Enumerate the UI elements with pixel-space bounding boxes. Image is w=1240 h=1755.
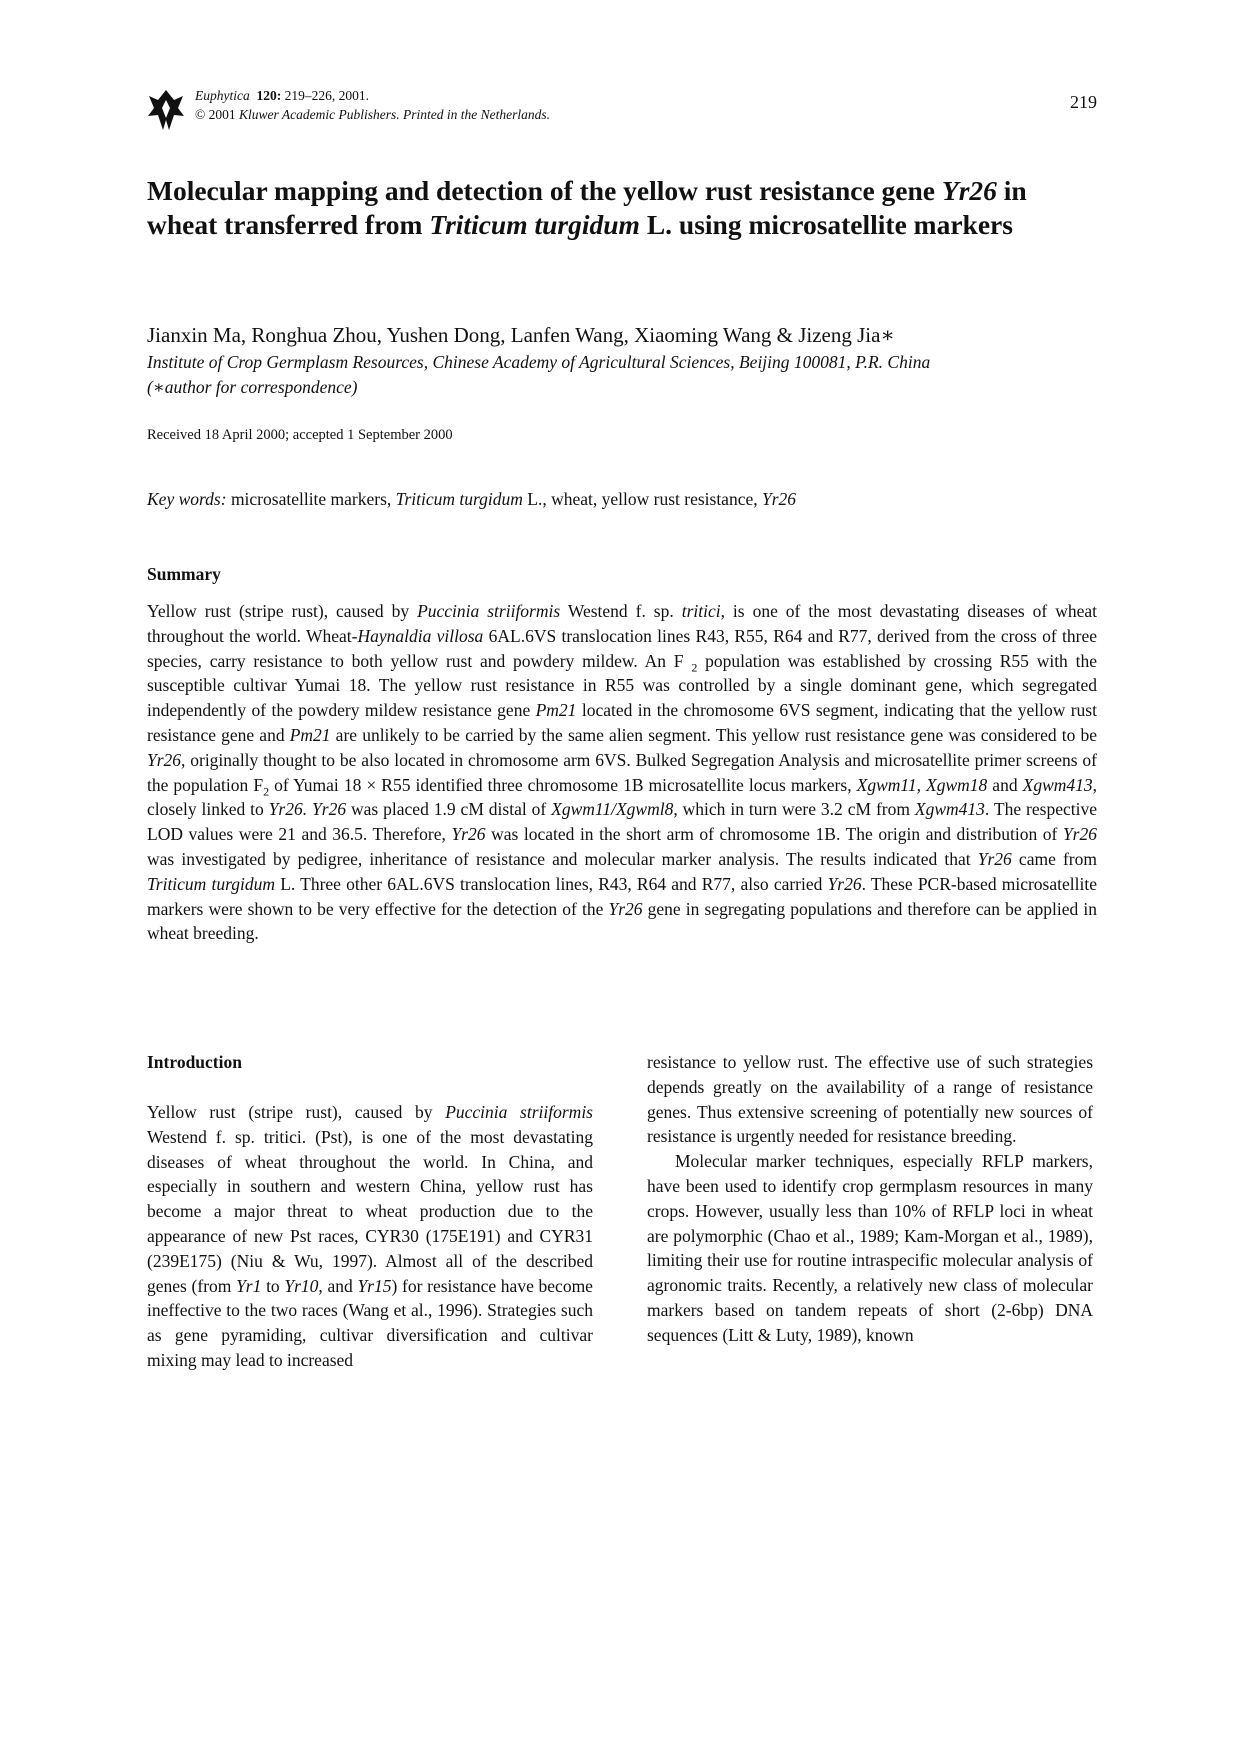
publisher-line: Kluwer Academic Publishers. Printed in the Netherlands. — [239, 107, 550, 122]
intro-text: to — [261, 1275, 285, 1296]
summary-paragraph — [147, 599, 1097, 946]
summary-text: Yellow rust (stripe rust), caused by — [147, 601, 418, 621]
summary-text: was located in the short arm of chromosome 1B. The origin and distribution of — [485, 824, 1063, 845]
intro-italic: Yr1 — [236, 1275, 262, 1296]
summary-italic: Puccinia striiformis — [417, 601, 561, 621]
journal-citation — [195, 86, 550, 124]
intro-italic: Yr15 — [357, 1275, 392, 1296]
summary-italic: Triticum turgidum — [147, 873, 276, 894]
keyword-species: Triticum turgidum — [395, 489, 523, 509]
intro-paragraph-1-continued: resistance to yellow rust. The effective use of such strategies depends greatly on the availability of a range of resistance genes. Thus extensive screening of potentially new sources of resistance is urgently needed for resistance breeding. — [647, 1052, 1093, 1147]
intro-paragraph-2: Molecular marker techniques, especially RFLP markers, have been used to identify crop germplasm resources in many crops. However, usually less than 10% of RFLP loci in wheat are polymorphic (Chao et al., 1989; Kam-Morgan et al., 1989), limiting their use for routine intraspecific molecular analysis of agronomic traits. Recently, a relatively new class of molecular markers based on tandem repeats of short (2-6bp) DNA sequences (Litt & Luty, 1989), known — [647, 1151, 1093, 1345]
corresponding-author-mark: ∗ — [880, 323, 895, 347]
keywords — [147, 487, 1097, 511]
summary-italic: Yr26 — [147, 749, 182, 770]
summary-text: and — [987, 774, 1023, 795]
summary-italic: Pm21 — [535, 700, 577, 721]
summary-text: . These PCR-based microsatellite markers were shown to be very effective for the detection of the — [147, 873, 1097, 919]
summary-text: . The respective LOD values were 21 and 36.5. Therefore, — [147, 799, 1097, 845]
affiliation: Institute of Crop Germplasm Resources, Chinese Academy of Agricultural Sciences, Beijing 100081, P.R. China — [147, 352, 931, 372]
intro-text: , and — [318, 1275, 358, 1296]
summary-text: located in the chromosome 6VS segment, indicating that the yellow rust resistance gene and — [147, 700, 1097, 745]
summary-text: L. Three other 6AL.6VS translocation lines, R43, R64 and R77, also carried — [275, 873, 828, 894]
title-text-2: in wheat transferred from — [147, 175, 1027, 240]
intro-italic: Yr10 — [284, 1275, 319, 1296]
summary-italic: Xgwm413 — [1022, 774, 1093, 795]
summary-text: 6AL.6VS translocation lines R43, R55, R64 and R77, derived from the cross of three species, carry resistance to both yellow rust and powdery mildew. An F — [147, 625, 1098, 671]
journal-name: Euphytica — [195, 88, 250, 103]
paper-title — [147, 174, 1097, 242]
title-text-1: Molecular mapping and detection of the yellow rust resistance gene — [147, 175, 942, 206]
summary-italic: Haynaldia villosa — [357, 625, 484, 646]
page-number: 219 — [1070, 92, 1097, 112]
introduction-heading: Introduction — [147, 1052, 242, 1072]
summary-italic: Yr26 — [451, 824, 486, 845]
left-column — [147, 1050, 593, 1373]
summary-italic: Yr26 — [608, 898, 643, 919]
received-dates: Received 18 April 2000; accepted 1 September 2000 — [147, 427, 453, 443]
intro-text: Yellow rust (stripe rust), caused by — [147, 1102, 446, 1122]
intro-paragraph-1 — [147, 1100, 593, 1373]
keyword-text: L., wheat, yellow rust resistance, — [522, 489, 762, 509]
intro-italic: Puccinia striiformis — [445, 1102, 593, 1122]
summary-text: gene in segregating populations and therefore can be applied in wheat breeding. — [147, 898, 1097, 944]
summary-text: Westend f. sp. — [560, 601, 682, 621]
summary-heading: Summary — [147, 564, 221, 584]
summary-italic: Yr26 — [977, 848, 1012, 869]
summary-italic: Xgwm11, Xgwm18 — [856, 774, 988, 795]
keyword-gene: Yr26 — [762, 489, 797, 509]
copyright-notice: © 2001 — [195, 107, 236, 122]
intro-text: ) for resistance have become ineffective to the two races (Wang et al., 1996). Strategies such as gene pyramiding, cultivar diversification and cultivar mixing may lead to increased — [147, 1275, 593, 1370]
summary-italic: Yr26 — [827, 873, 862, 894]
journal-header — [147, 86, 1097, 132]
summary-text: , which in turn were 3.2 cM from — [673, 799, 915, 820]
summary-italic: Pm21 — [289, 724, 331, 745]
author-names: Jianxin Ma, Ronghua Zhou, Yushen Dong, Lanfen Wang, Xiaoming Wang & Jizeng Jia — [147, 323, 881, 347]
summary-text: are unlikely to be carried by the same alien segment. This yellow rust resistance gene was considered to be — [330, 724, 1097, 745]
summary-text: population was established by crossing R55 with the susceptible cultivar Yumai 18. The yellow rust resistance in R55 was controlled by a single dominant gene, which segregated independently of the powdery mildew resistance gene — [147, 650, 1097, 721]
keyword-text: microsatellite markers, — [226, 489, 396, 509]
correspondence-note: (∗author for correspondence) — [147, 377, 358, 397]
summary-subscript: 2 — [691, 660, 698, 675]
right-column — [647, 1050, 1093, 1348]
summary-text: , is one of the most devastating diseases of wheat throughout the world. Wheat- — [147, 601, 1097, 646]
summary-italic: Xgwm413 — [914, 799, 985, 820]
summary-text: was investigated by pedigree, inheritance of resistance and molecular marker analysis. The results indicated that — [147, 848, 978, 869]
journal-volume: 120: — [256, 88, 282, 103]
publisher-logo-icon — [147, 88, 185, 132]
summary-text: , closely linked to — [147, 774, 1097, 820]
summary-italic: tritici — [681, 601, 721, 621]
summary-italic: Yr26 — [1062, 824, 1097, 845]
journal-pages: 219–226, 2001. — [284, 88, 369, 103]
author-list — [147, 322, 1097, 348]
affiliation-block — [147, 350, 1097, 400]
summary-text: was placed 1.9 cM distal of — [346, 799, 552, 820]
summary-italic: Yr26. Yr26 — [268, 799, 347, 820]
summary-text: of Yumai 18 × R55 identified three chromosome 1B microsatellite locus markers, — [269, 774, 857, 795]
summary-italic: Xgwm11/Xgwml8 — [551, 799, 674, 820]
intro-text: Westend f. sp. tritici. (Pst), is one of the most devastating diseases of wheat throughout the world. In China, and especially in southern and western China, yellow rust has become a major threat to wheat production due to the appearance of new Pst races, CYR30 (175E191) and CYR31 (239E175) (Niu & Wu, 1997). Almost all of the described genes (from — [147, 1126, 593, 1296]
summary-text: came from — [1011, 848, 1098, 869]
title-gene: Yr26 — [941, 175, 997, 206]
summary-subscript: 2 — [263, 784, 270, 799]
summary-text: , originally thought to be also located in chromosome arm 6VS. Bulked Segregation Analysis and microsatellite primer screens of the population F — [147, 749, 1097, 795]
title-species: Triticum turgidum — [429, 209, 640, 240]
keywords-label: Key words: — [147, 489, 227, 509]
title-text-3: L. using microsatellite markers — [639, 209, 1013, 240]
